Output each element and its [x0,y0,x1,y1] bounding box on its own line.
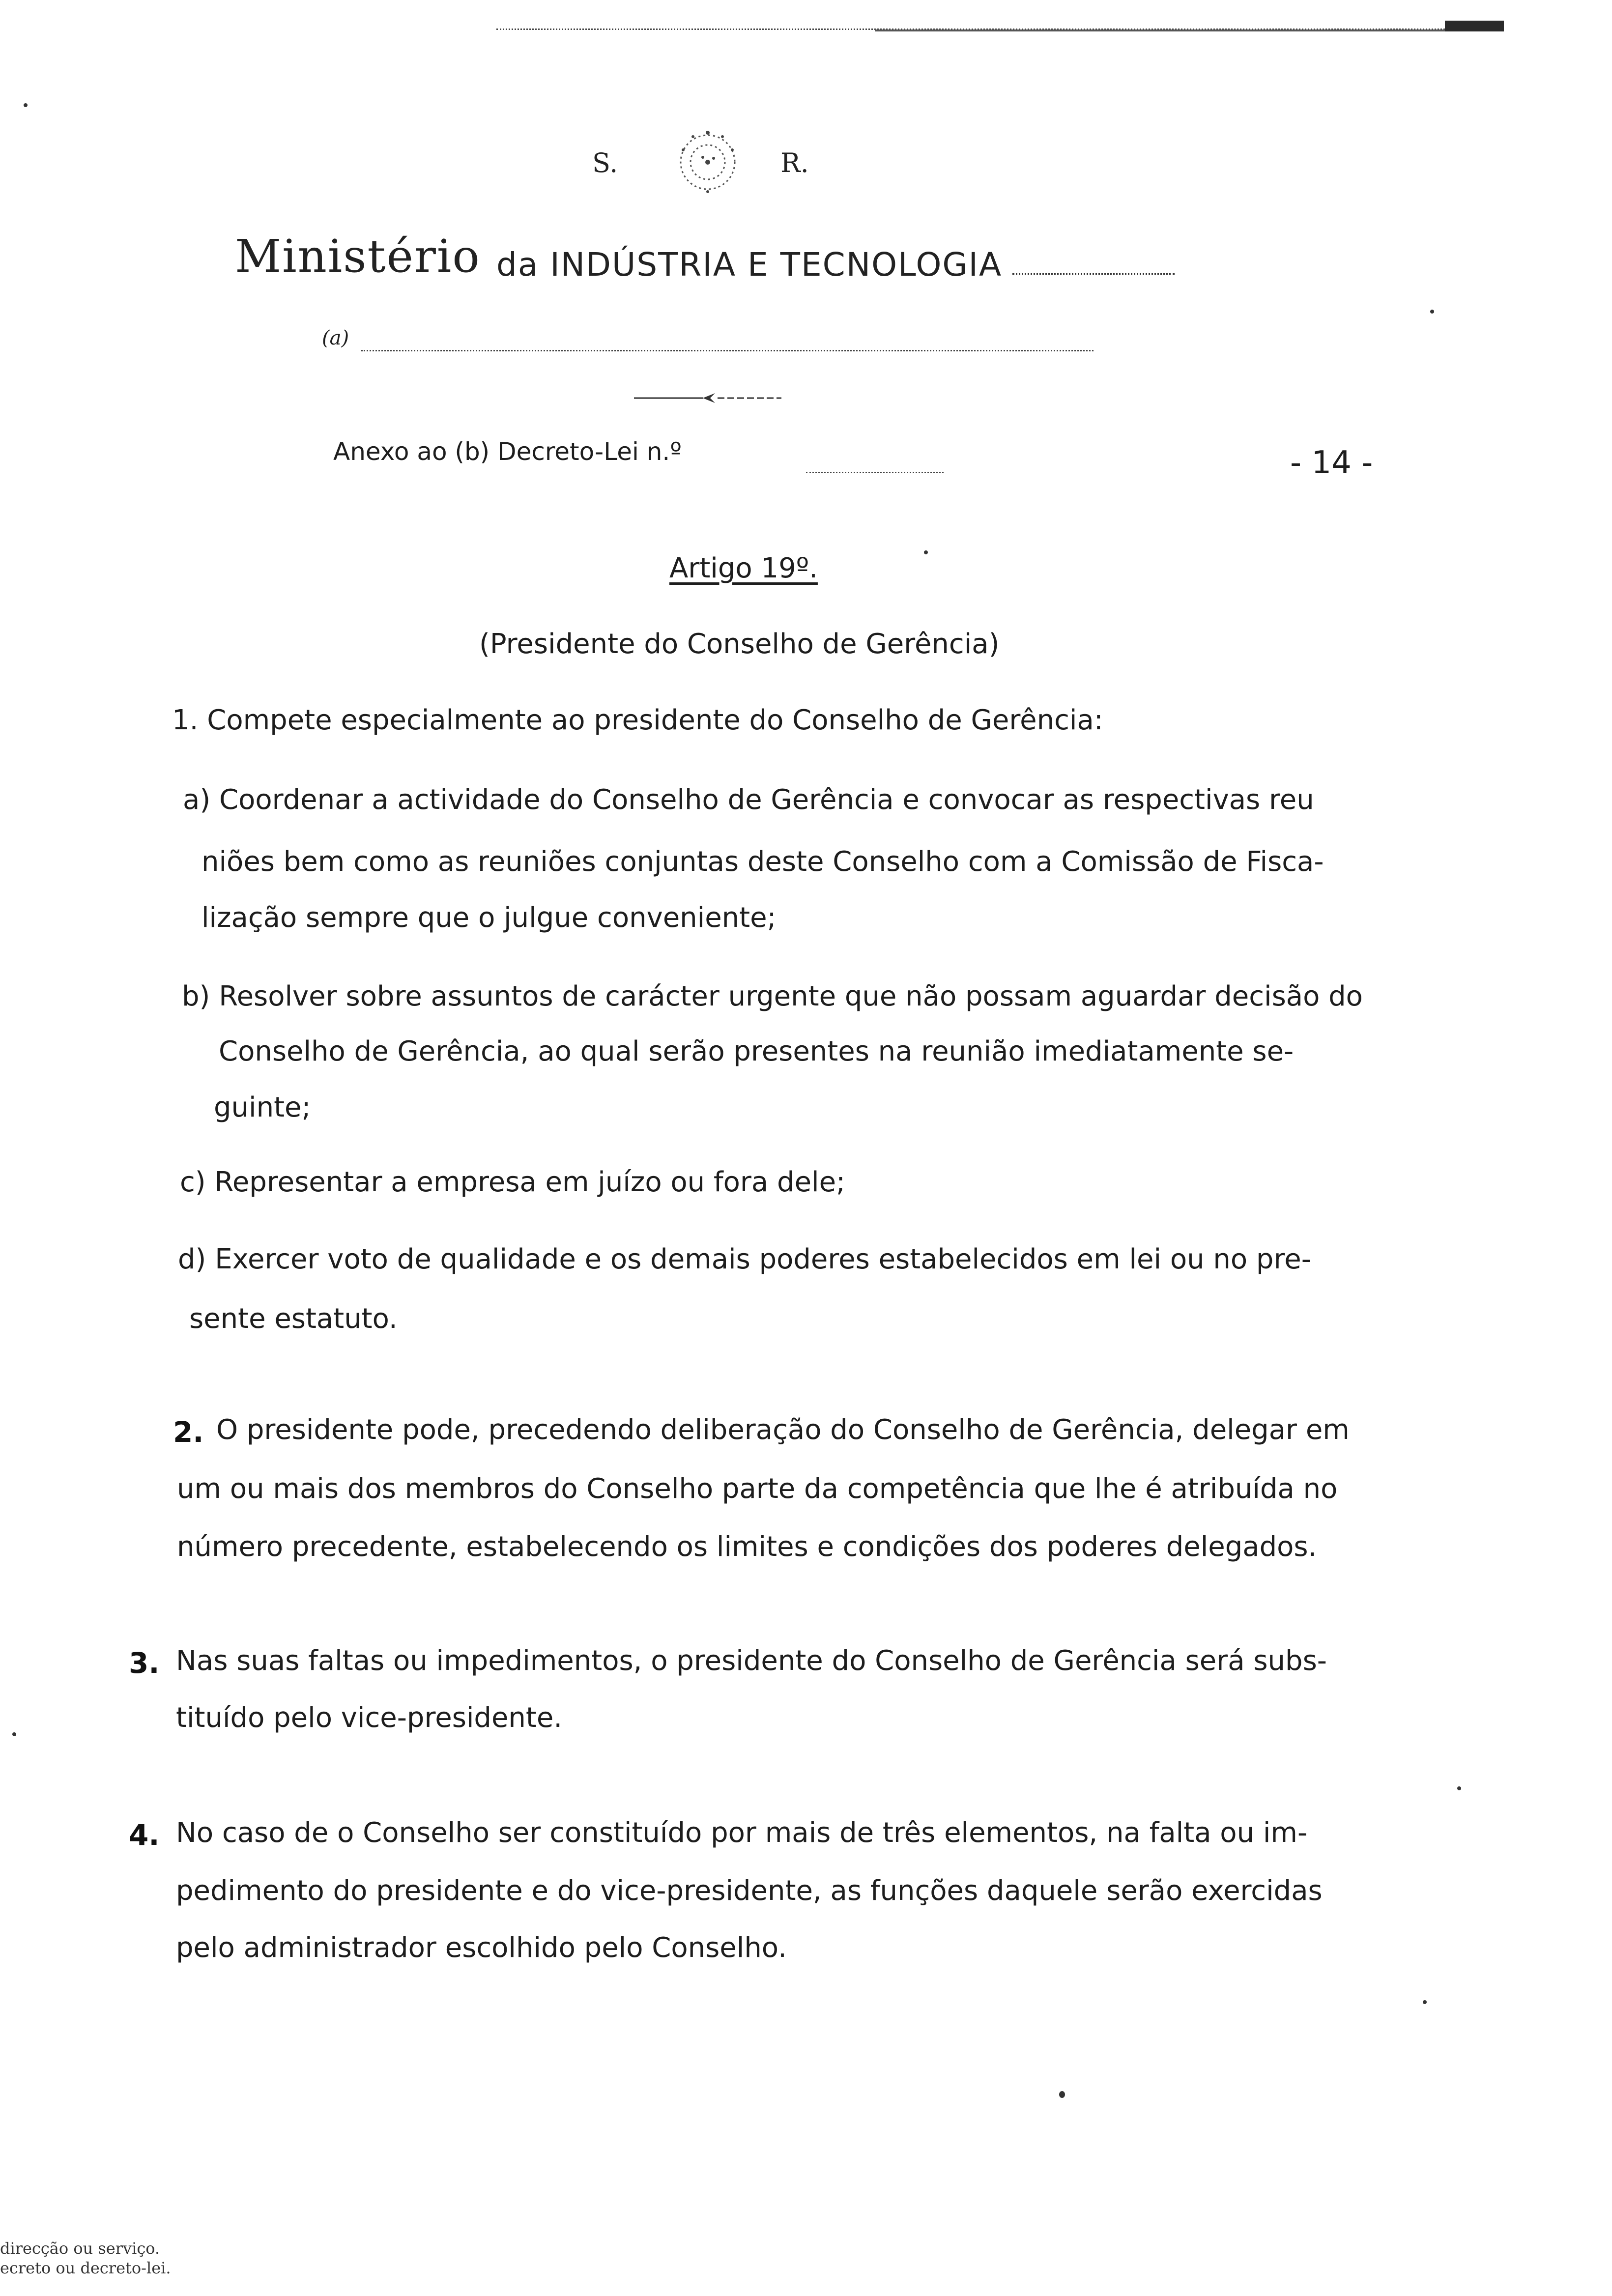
item-c-line-1: c) Representar a empresa em juízo ou fora dele; [180,1166,845,1198]
coat-of-arms-emblem [659,123,757,206]
divider-ornament [634,391,781,405]
paragraph-4-number: 4. [129,1818,160,1852]
scan-speck [1423,2000,1427,2004]
emblem-letter-r: R. [780,147,809,178]
paragraph-1-intro: 1. Compete especialmente ao presidente do Conselho de Gerência: [172,704,1103,736]
item-b-line-2: Conselho de Gerência, ao qual serão presentes na reunião imediatamente se- [219,1035,1294,1067]
article-title: Artigo 19º. [669,552,818,584]
paragraph-2-line-3: número precedente, estabelecendo os limites e condições dos poderes delegados. [177,1531,1317,1563]
item-a-line-2: niões bem como as reuniões conjuntas deste Conselho com a Comissão de Fisca- [202,846,1324,878]
scan-speck [1059,2091,1065,2098]
scan-speck [12,1732,16,1736]
paragraph-2-line-1: O presidente pode, precedendo deliberação do Conselho de Gerência, delegar em [216,1414,1350,1446]
emblem-letter-s: S. [592,147,618,178]
footnote-line-1: direcção ou serviço. [0,2239,160,2258]
top-corner-mark [1445,21,1504,31]
ministry-label: Ministério [235,230,481,283]
paragraph-3-line-2: tituído pelo vice-presidente. [176,1702,563,1734]
scan-speck [924,550,928,554]
sub-dotted-line [361,350,1094,351]
annex-dotted-line [806,472,944,473]
item-d-line-1: d) Exercer voto de qualidade e os demais poderes estabelecidos em lei ou no pre- [178,1243,1311,1275]
paragraph-3-number: 3. [129,1646,160,1680]
footnote-line-2: ecreto ou decreto-lei. [0,2259,171,2277]
paragraph-2-line-2: um ou mais dos membros do Conselho parte da competência que lhe é atribuída no [177,1473,1338,1505]
sub-marker: (a) [322,327,349,349]
footnote [0,2239,171,2278]
page-number: - 14 - [1290,445,1373,481]
top-solid-rule [875,29,1504,31]
item-a-line-3: lização sempre que o julgue conveniente; [202,902,777,934]
scan-speck [24,103,28,107]
ministry-dotted-line [1012,273,1175,275]
scan-speck [1457,1786,1461,1790]
item-a-line-1: a) Coordenar a actividade do Conselho de Gerência e convocar as respectivas reu [183,784,1314,816]
item-b-line-1: b) Resolver sobre assuntos de carácter urgente que não possam aguardar decisão do [182,980,1363,1012]
scan-speck [1430,310,1434,314]
paragraph-4-line-2: pedimento do presidente e do vice-presidente, as funções daquele serão exercidas [176,1875,1323,1907]
article-subtitle: (Presidente do Conselho de Gerência) [479,628,1000,660]
paragraph-3-line-1: Nas suas faltas ou impedimentos, o presidente do Conselho de Gerência será subs- [176,1645,1327,1677]
item-b-line-3: guinte; [214,1091,311,1123]
ministry-name: da INDÚSTRIA E TECNOLOGIA [496,246,1003,284]
annex-label: Anexo ao (b) Decreto-Lei n.º [333,437,682,466]
paragraph-4-line-1: No caso de o Conselho ser constituído por mais de três elementos, na falta ou im- [176,1817,1308,1849]
item-d-line-2: sente estatuto. [189,1303,398,1335]
paragraph-2-number: 2. [173,1415,204,1449]
paragraph-4-line-3: pelo administrador escolhido pelo Conselho. [176,1932,787,1964]
